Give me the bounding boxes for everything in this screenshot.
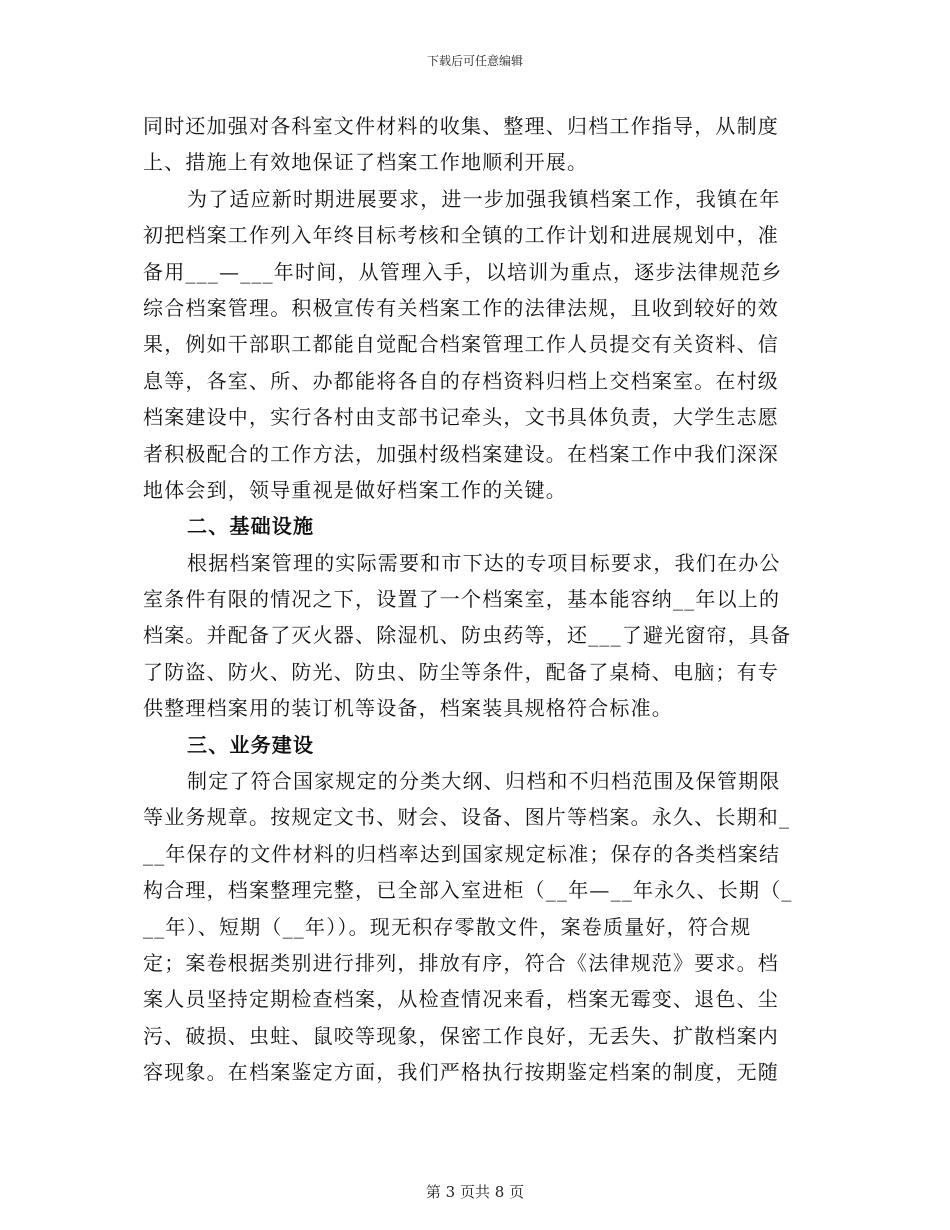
line-text: 容现象。在档案鉴定方面，我们严格执行按期鉴定档案的制度，无随 [143,1060,779,1085]
line-text: 等业务规章。按规定文书、财会、设备、图片等档案。永久、长期和_ [143,805,791,830]
paragraph-line [143,399,811,435]
paragraph-line [143,799,811,835]
line-text: 了防盗、防火、防光、防虫、防尘等条件，配备了桌椅、电脑；有专 [143,659,779,684]
paragraph-line [143,872,811,908]
section-heading [143,727,811,763]
paragraph-line [143,981,811,1017]
line-text: 为了适应新时期进展要求，进一步加强我镇档案工作，我镇在年 [187,186,781,211]
line-text: 上、措施上有效地保证了档案工作地顺利开展。 [143,150,589,175]
line-text: 档案。并配备了灭火器、除湿机、防虫药等，还___了避光窗帘，具备 [143,623,792,648]
paragraph-line [143,363,811,399]
paragraph-line [143,581,811,617]
line-text: 三、业务建设 [187,732,315,757]
line-text: 室条件有限的情况之下，设置了一个档案室，基本能容纳__年以上的 [143,587,781,612]
paragraph-line [143,690,811,726]
line-text: __年）、短期（__年））。现无积存零散文件，案卷质量好，符合规 [143,914,752,939]
paragraph-line [143,836,811,872]
line-text: 者积极配合的工作方法，加强村级档案建设。在档案工作中我们深深 [143,441,779,466]
document-body [143,108,811,1091]
line-text: 供整理档案用的装订机等设备，档案装具规格符合标准。 [143,696,673,721]
paragraph-line [143,290,811,326]
paragraph-line [143,108,811,144]
paragraph-line [143,254,811,290]
paragraph-line [143,945,811,981]
section-heading [143,508,811,544]
paragraph-line [143,144,811,180]
paragraph-line [143,472,811,508]
line-text: 制定了符合国家规定的分类大纲、归档和不归档范围及保管期限 [187,769,781,794]
line-text: 根据档案管理的实际需要和市下达的专项目标要求，我们在办公 [187,550,781,575]
line-text: 果，例如干部职工都能自觉配合档案管理工作人员提交有关资料、信 [143,332,779,357]
paragraph-line [143,217,811,253]
line-text: __年保存的文件材料的归档率达到国家规定标准；保存的各类档案结 [143,841,781,866]
paragraph-line [143,181,811,217]
line-text: 定；案卷根据类别进行排列，排放有序，符合《法律规范》要求。档 [143,950,779,975]
line-text: 档案建设中，实行各村由支部书记牵头，文书具体负责，大学生志愿 [143,405,779,430]
line-text: 二、基础设施 [187,514,315,539]
paragraph-line [143,909,811,945]
line-text: 同时还加强对各科室文件材料的收集、整理、归档工作指导，从制度 [143,114,779,138]
paragraph-line [143,545,811,581]
line-text: 息等，各室、所、办都能将各自的存档资料归档上交档案室。在村级 [143,368,779,393]
line-text: 污、破损、虫蛀、鼠咬等现象，保密工作良好，无丢失、扩散档案内 [143,1023,779,1048]
line-text: 案人员坚持定期检查档案，从检查情况来看，档案无霉变、退色、尘 [143,987,779,1012]
line-text: 综合档案管理。积极宣传有关档案工作的法律法规，且收到较好的效 [143,295,779,320]
paragraph-line [143,763,811,799]
paragraph-line [143,617,811,653]
paragraph-line [143,1054,811,1090]
paragraph-line [143,1018,811,1054]
page-header: 下载后可任意编辑 [426,54,523,68]
paragraph-line [143,326,811,362]
page-footer: 第 3 页共 8 页 [425,1183,525,1201]
line-text: 构合理，档案整理完整，已全部入室进柜（__年—__年永久、长期（_ [143,878,793,903]
line-text: 地体会到，领导重视是做好档案工作的关键。 [143,477,567,502]
paragraph-line [143,654,811,690]
paragraph-line [143,436,811,472]
line-text: 备用___—___年时间，从管理入手，以培训为重点，逐步法律规范乡 [143,259,783,284]
line-text: 初把档案工作列入年终目标考核和全镇的工作计划和进展规划中，准 [143,223,779,248]
